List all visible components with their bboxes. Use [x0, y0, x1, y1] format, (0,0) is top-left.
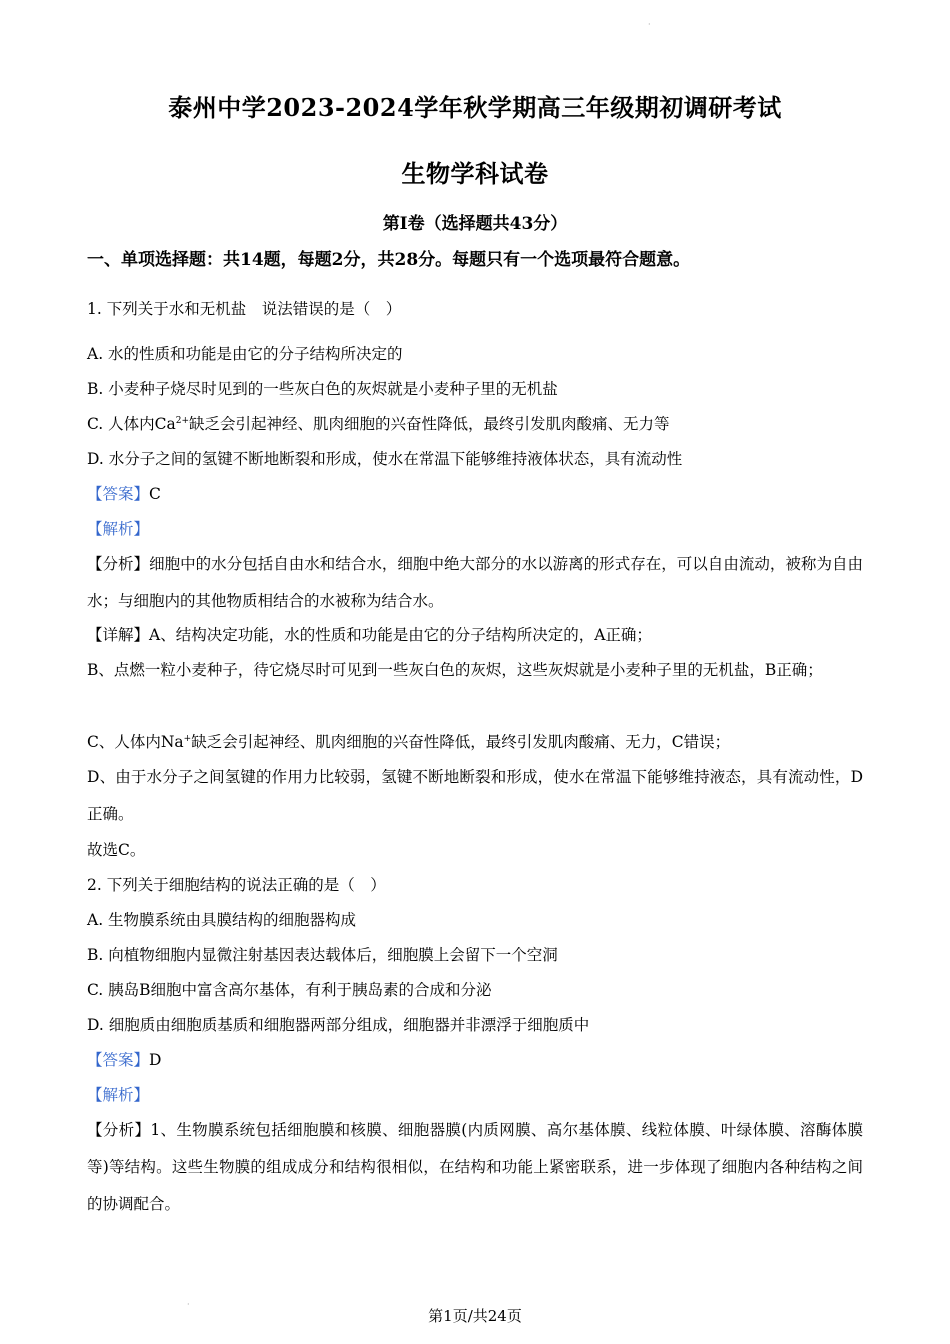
- q1-fenxi-text: 细胞中的水分包括自由水和结合水，细胞中绝大部分的水以游离的形式存在，可以自由流动，被称为自由水；与细胞内的其他物质相结合的水被称为结合水。: [87, 555, 863, 610]
- q2-fenxi-text: 1、生物膜系统包括细胞膜和核膜、细胞器膜(内质网膜、高尔基体膜、线粒体膜、叶绿体膜、溶酶体膜等)等结构。这些生物膜的组成成分和结构很相似，在结构和功能上紧密联系，进一步体现了细胞内各种结构之间的协调配合。: [87, 1121, 863, 1213]
- q1-option-c-sup: 2+: [175, 415, 190, 426]
- q2-option-b: B. 向植物细胞内显微注射基因表达载体后，细胞膜上会留下一个空洞: [87, 946, 558, 964]
- q2-option-a: A. 生物膜系统由具膜结构的细胞器构成: [87, 911, 357, 929]
- q1-stem: 1. 下列关于水和无机盐 说法错误的是（ ）: [87, 300, 402, 318]
- q2-answer: [87, 1049, 161, 1071]
- q1-xiangjie-a-text: A、结构决定功能，水的性质和功能是由它的分子结构所决定的，A正确；: [149, 626, 652, 644]
- q1-answer-tag: 【答案】: [87, 485, 150, 503]
- q2-analysis-tag: 【解析】: [87, 1086, 150, 1104]
- q2-fenxi: [87, 1112, 863, 1223]
- q1-fenxi: [87, 546, 863, 620]
- q1-xiangjie-tag: 【详解】: [87, 626, 150, 644]
- decor-dot: ·: [187, 1300, 190, 1309]
- q1-xiangjie-d: D、由于水分子之间氢键的作用力比较弱，氢键不断地断裂和形成，使水在常温下能够维持液态，具有流动性，D正确。: [87, 768, 863, 823]
- q1-xiangjie-c-post: 缺乏会引起神经、肌肉细胞的兴奋性降低，最终引发肌肉酸痛、无力，C错误；: [191, 733, 731, 751]
- q1-xiangjie-a: [87, 624, 652, 646]
- q1-xiangjie-c-sup: +: [183, 733, 192, 744]
- exam-title: 泰州中学2023-2024学年秋学期高三年级期初调研考试: [168, 93, 782, 122]
- q1-analysis-tag: 【解析】: [87, 520, 150, 538]
- q1-xiangjie-c: [87, 731, 730, 753]
- q1-answer: [87, 483, 161, 505]
- q1-option-b: B. 小麦种子烧尽时见到的一些灰白色的灰烬就是小麦种子里的无机盐: [87, 380, 558, 398]
- q2-stem: 2. 下列关于细胞结构的说法正确的是（ ）: [87, 876, 386, 894]
- q1-option-c: [87, 413, 670, 435]
- q2-answer-tag: 【答案】: [87, 1051, 150, 1069]
- q1-conclusion: 故选C。: [87, 841, 146, 859]
- q2-answer-value: D: [149, 1051, 162, 1069]
- q1-option-d: D. 水分子之间的氢键不断地断裂和形成，使水在常温下能够维持液体状态，具有流动性: [87, 450, 683, 468]
- decor-dot: ·: [648, 20, 651, 29]
- q2-option-d: D. 细胞质由细胞质基质和细胞器两部分组成，细胞器并非漂浮于细胞质中: [87, 1016, 590, 1034]
- q2-option-c: C. 胰岛B细胞中富含高尔基体，有利于胰岛素的合成和分泌: [87, 981, 492, 999]
- page-number: 第1页/共24页: [428, 1307, 522, 1325]
- q1-xiangjie-c-pre: C、人体内Na: [87, 733, 184, 751]
- q1-answer-value: C: [149, 485, 161, 503]
- q1-option-c-pre: C. 人体内Ca: [87, 415, 176, 433]
- exam-subtitle: 生物学科试卷: [401, 159, 549, 188]
- section-heading: 一、单项选择题：共14题，每题2分，共28分。每题只有一个选项最符合题意。: [87, 250, 691, 270]
- q1-option-c-post: 缺乏会引起神经、肌肉细胞的兴奋性降低，最终引发肌肉酸痛、无力等: [189, 415, 670, 433]
- q1-xiangjie-b: B、点燃一粒小麦种子，待它烧尽时可见到一些灰白色的灰烬，这些灰烬就是小麦种子里的无机盐，B正确；: [87, 661, 823, 679]
- volume-heading: 第Ⅰ卷（选择题共43分）: [382, 214, 568, 234]
- q1-fenxi-tag: 【分析】: [87, 555, 150, 573]
- q1-option-a: A. 水的性质和功能是由它的分子结构所决定的: [87, 345, 403, 363]
- q2-fenxi-tag: 【分析】: [87, 1121, 151, 1139]
